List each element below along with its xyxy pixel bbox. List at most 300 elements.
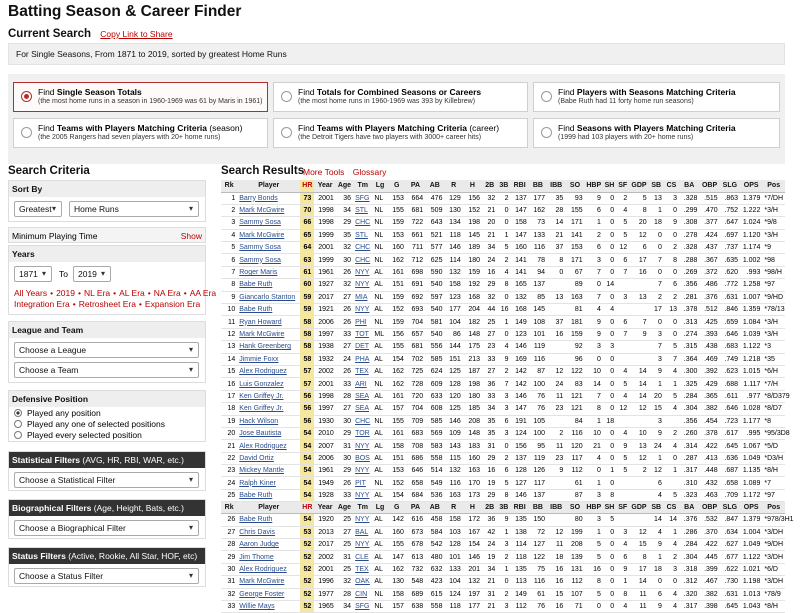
table-cell: 177 [444, 304, 462, 316]
table-cell: .274 [679, 328, 699, 340]
team-link[interactable]: NYY [353, 539, 372, 551]
table-cell: 21 [547, 229, 565, 241]
column-header[interactable]: SF [616, 180, 629, 192]
table-cell: 158 [388, 588, 406, 600]
table-cell: 146 [510, 341, 528, 353]
column-header[interactable]: SB [649, 180, 664, 192]
defensive-option[interactable] [14, 419, 165, 430]
column-header[interactable]: Tm [353, 502, 372, 514]
player-link[interactable]: Babe Ruth [237, 279, 300, 291]
column-header[interactable]: Tm [353, 180, 372, 192]
table-cell: 1.067 [740, 440, 762, 452]
era-link[interactable]: Integration Era [14, 299, 70, 309]
column-header[interactable]: Pos [762, 180, 785, 192]
finder-options [8, 74, 785, 164]
player-link[interactable]: Mickey Mantle [237, 465, 300, 477]
radio-icon[interactable] [281, 127, 292, 138]
table-cell: 6 [585, 242, 603, 254]
finder-option-2[interactable] [273, 82, 528, 112]
table-cell: 73 [529, 217, 547, 229]
player-link[interactable]: Babe Ruth [237, 514, 300, 526]
column-header[interactable]: Player [237, 180, 300, 192]
player-link[interactable]: Sammy Sosa [237, 217, 300, 229]
statistical-filter-value: Choose a Statistical Filter [19, 475, 116, 485]
radio-icon[interactable] [14, 409, 22, 417]
table-cell: AL [372, 304, 387, 316]
era-link[interactable]: 2019 [56, 288, 75, 298]
finder-option-5[interactable] [273, 118, 528, 148]
sort-order-select[interactable] [14, 201, 62, 217]
table-cell: 101 [529, 328, 547, 340]
table-cell: 1.222 [740, 204, 762, 216]
column-header[interactable]: 2B [482, 502, 497, 514]
table-cell: 158 [444, 514, 462, 526]
table-cell: 172 [463, 514, 482, 526]
table-cell: 112 [565, 576, 584, 588]
table-cell: 476 [425, 192, 444, 204]
status-filters-panel [8, 547, 206, 587]
table-cell: 161 [388, 427, 406, 439]
table-cell: 3 [649, 353, 664, 365]
table-cell: 657 [406, 328, 425, 340]
table-cell: 1961 [314, 266, 335, 278]
radio-icon[interactable] [14, 431, 22, 439]
year-from-value: 1871 [19, 269, 38, 279]
team-link[interactable]: BAL [353, 526, 372, 538]
table-cell: 613 [406, 551, 425, 563]
column-header[interactable]: PA [406, 180, 425, 192]
player-link[interactable]: Ryan Howard [237, 316, 300, 328]
radio-icon[interactable] [541, 91, 552, 102]
table-cell: .752 [720, 204, 740, 216]
min-playing-time-show-toggle[interactable]: Show [180, 231, 202, 241]
team-link[interactable]: CIN [353, 588, 372, 600]
table-row [221, 229, 785, 241]
table-cell: 154 [388, 353, 406, 365]
table-cell: 5 [616, 378, 629, 390]
team-link[interactable]: STL [353, 204, 372, 216]
column-header[interactable]: GDP [629, 180, 648, 192]
table-cell: 4 [497, 266, 510, 278]
player-link[interactable]: Jim Thome [237, 551, 300, 563]
column-header[interactable]: 3B [497, 180, 510, 192]
team-link[interactable]: CHC [353, 415, 372, 427]
team-link[interactable]: PHI [353, 316, 372, 328]
team-link[interactable]: CHC [353, 254, 372, 266]
column-header[interactable]: CS [664, 502, 679, 514]
table-cell: 0 [585, 279, 603, 291]
table-cell: 638 [406, 601, 425, 613]
column-header[interactable]: Year [314, 502, 335, 514]
chevron-down-icon: ▾ [188, 365, 193, 374]
year-to-value: 2019 [78, 269, 97, 279]
team-link[interactable]: PHA [353, 353, 372, 365]
player-link[interactable]: Giancarlo Stanton [237, 291, 300, 303]
table-cell: 0 [603, 477, 616, 489]
biographical-filters-label [9, 500, 205, 516]
column-header[interactable]: SLG [720, 502, 740, 514]
defensive-option[interactable] [14, 408, 165, 419]
table-cell: 1.049 [740, 539, 762, 551]
column-header[interactable]: Rk [221, 180, 237, 192]
table-cell: 2002 [314, 551, 335, 563]
finder-option-1[interactable] [13, 82, 268, 112]
table-cell: 7 [649, 254, 664, 266]
team-link[interactable]: SEA [353, 403, 372, 415]
table-cell: .287 [679, 452, 699, 464]
column-header[interactable]: Age [336, 180, 353, 192]
table-cell: 0 [603, 539, 616, 551]
table-row [221, 440, 785, 452]
table-cell: 5 [664, 341, 679, 353]
team-link[interactable]: OAK [353, 576, 372, 588]
table-cell: 16 [497, 304, 510, 316]
copy-link-button[interactable]: Copy Link to Share [100, 29, 173, 39]
era-link[interactable]: AA Era [189, 288, 217, 298]
player-link[interactable]: Barry Bonds [237, 192, 300, 204]
table-row [221, 316, 785, 328]
column-header[interactable]: 3B [497, 502, 510, 514]
table-cell: 1.135 [740, 465, 762, 477]
player-link[interactable]: Hank Greenberg [237, 341, 300, 353]
table-cell: 107 [565, 588, 584, 600]
era-link[interactable]: NL Era [83, 288, 111, 298]
team-link[interactable]: NYY [353, 304, 372, 316]
hr-cell: 54 [300, 489, 314, 501]
table-cell: .977 [740, 390, 762, 402]
team-link[interactable]: SFG [353, 601, 372, 613]
status-filter-select[interactable] [14, 568, 199, 584]
player-link[interactable]: David Ortiz [237, 452, 300, 464]
player-link[interactable]: Babe Ruth [237, 489, 300, 501]
table-cell: 540 [425, 328, 444, 340]
table-cell: AL [372, 452, 387, 464]
column-header[interactable]: PA [406, 502, 425, 514]
team-link[interactable]: TEX [353, 563, 372, 575]
table-cell: 1996 [314, 576, 335, 588]
team-link[interactable]: MIA [353, 291, 372, 303]
column-header[interactable]: RBI [510, 180, 528, 192]
player-link[interactable]: Ken Griffey Jr. [237, 403, 300, 415]
hr-cell: 65 [300, 229, 314, 241]
table-cell: 150 [529, 514, 547, 526]
player-link[interactable]: Alex Rodriguez [237, 563, 300, 575]
player-link[interactable]: Mark McGwire [237, 204, 300, 216]
column-header[interactable]: H [463, 502, 482, 514]
column-header[interactable]: BB [529, 180, 547, 192]
team-link[interactable]: SFG [353, 192, 372, 204]
player-link[interactable]: Mark McGwire [237, 229, 300, 241]
team-link[interactable]: NYY [353, 266, 372, 278]
table-cell: 1.122 [740, 341, 762, 353]
team-link[interactable]: NYY [353, 514, 372, 526]
column-header[interactable]: HR [300, 180, 314, 192]
table-cell: 1 [585, 477, 603, 489]
table-row [221, 217, 785, 229]
hr-cell: 73 [300, 192, 314, 204]
table-cell: 81 [565, 304, 584, 316]
team-link[interactable]: CHC [353, 217, 372, 229]
column-header[interactable]: Player [237, 502, 300, 514]
table-cell: *8/D7 [762, 403, 785, 415]
era-link[interactable]: AL Era [119, 288, 145, 298]
table-cell: 678 [406, 539, 425, 551]
team-link[interactable]: NYY [353, 465, 372, 477]
table-cell: 4 [664, 539, 679, 551]
player-link[interactable]: Sammy Sosa [237, 254, 300, 266]
team-link[interactable]: NYY [353, 489, 372, 501]
team-link[interactable]: ARI [353, 378, 372, 390]
finder-option-6[interactable] [533, 118, 780, 148]
team-link[interactable]: NYY [353, 279, 372, 291]
table-row [221, 403, 785, 415]
table-cell [629, 415, 648, 427]
column-header[interactable]: SO [565, 180, 584, 192]
table-cell: .620 [720, 266, 740, 278]
column-header[interactable]: SB [649, 502, 664, 514]
era-link[interactable]: NA Era [153, 288, 181, 298]
table-cell: 147 [388, 551, 406, 563]
team-link[interactable]: NYY [353, 440, 372, 452]
table-cell: AL [372, 563, 387, 575]
column-header[interactable]: IBB [547, 502, 565, 514]
table-cell: 14 [629, 378, 648, 390]
statistical-filters-sub: (AVG, HR, RBI, WAR, etc.) [82, 455, 184, 465]
radio-icon[interactable] [21, 91, 32, 102]
more-tools-link[interactable]: More Tools [303, 167, 345, 177]
player-link[interactable]: Mark McGwire [237, 328, 300, 340]
column-header[interactable]: BA [679, 502, 699, 514]
player-link[interactable]: Luis Gonzalez [237, 378, 300, 390]
chevron-down-icon: ▾ [41, 269, 46, 278]
table-cell [547, 477, 565, 489]
table-cell: 160 [388, 526, 406, 538]
table-cell: .429 [699, 378, 719, 390]
column-header[interactable]: IBB [547, 180, 565, 192]
table-cell: 29 [336, 465, 353, 477]
league-select[interactable] [14, 342, 199, 358]
table-cell: .448 [699, 465, 719, 477]
column-header[interactable]: 2B [482, 180, 497, 192]
column-header[interactable]: SO [565, 502, 584, 514]
hr-cell: 54 [300, 465, 314, 477]
column-header[interactable]: OPS [740, 502, 762, 514]
player-link[interactable]: Alex Rodriguez [237, 365, 300, 377]
table-cell: 4 [497, 341, 510, 353]
column-header[interactable]: SH [603, 180, 616, 192]
table-cell: 141 [510, 254, 528, 266]
player-link[interactable]: Aaron Judge [237, 539, 300, 551]
table-cell: 3 [585, 341, 603, 353]
statistical-filter-select[interactable] [14, 472, 199, 488]
table-cell: 151 [388, 452, 406, 464]
column-header[interactable]: OBP [699, 180, 719, 192]
table-cell: 162 [388, 563, 406, 575]
table-cell: 160 [388, 242, 406, 254]
table-cell: 5 [616, 217, 629, 229]
column-header[interactable]: Year [314, 180, 335, 192]
column-header[interactable]: BB [529, 502, 547, 514]
radio-icon[interactable] [14, 420, 22, 428]
finder-option-4[interactable] [13, 118, 268, 148]
player-link[interactable]: Jose Bautista [237, 427, 300, 439]
table-cell: 608 [425, 403, 444, 415]
table-cell: 42 [482, 526, 497, 538]
table-cell: .300 [679, 365, 699, 377]
column-header[interactable]: HBP [585, 180, 603, 192]
table-cell: 549 [425, 477, 444, 489]
column-header[interactable]: R [444, 180, 462, 192]
table-cell: 33 [336, 328, 353, 340]
column-header[interactable]: SH [603, 502, 616, 514]
glossary-link[interactable]: Glossary [352, 167, 387, 177]
table-cell: 6 [616, 316, 629, 328]
table-cell: 1.120 [740, 229, 762, 241]
table-cell: 0 [603, 192, 616, 204]
team-link[interactable]: TEX [353, 365, 372, 377]
column-header[interactable]: HR [300, 502, 314, 514]
table-cell: 123 [444, 291, 462, 303]
player-link[interactable]: Babe Ruth [237, 304, 300, 316]
column-header[interactable]: CS [664, 180, 679, 192]
table-cell: .382 [699, 403, 719, 415]
table-cell: 160 [463, 452, 482, 464]
column-header[interactable]: Pos [762, 502, 785, 514]
table-cell: 1.021 [740, 563, 762, 575]
column-header[interactable]: Lg [372, 180, 387, 192]
table-cell: 8 [585, 576, 603, 588]
team-link[interactable]: TOT [353, 328, 372, 340]
table-cell: 13 [664, 304, 679, 316]
column-header[interactable]: SLG [720, 180, 740, 192]
team-link[interactable]: PIT [353, 477, 372, 489]
table-cell: 198 [463, 217, 482, 229]
table-cell: 0 [664, 204, 679, 216]
team-link[interactable]: CHC [353, 242, 372, 254]
team-link[interactable]: CLE [353, 551, 372, 563]
column-header[interactable]: OBP [699, 502, 719, 514]
radio-icon[interactable] [21, 127, 32, 138]
team-link[interactable]: SEA [353, 390, 372, 402]
league-value: Choose a League [19, 345, 87, 355]
table-cell: 14 [547, 217, 565, 229]
column-header[interactable]: SF [616, 502, 629, 514]
table-cell: 480 [425, 551, 444, 563]
table-cell: 514 [425, 465, 444, 477]
table-cell: .846 [720, 304, 740, 316]
column-header[interactable]: OPS [740, 180, 762, 192]
player-link[interactable]: Mark McGwire [237, 576, 300, 588]
column-header[interactable]: G [388, 180, 406, 192]
table-cell: 681 [406, 341, 425, 353]
biographical-filter-select[interactable] [14, 520, 199, 536]
sort-field-select[interactable] [69, 201, 199, 217]
table-cell: .313 [679, 316, 699, 328]
radio-icon[interactable] [541, 127, 552, 138]
team-link[interactable]: STL [353, 229, 372, 241]
era-link[interactable]: All Years [14, 288, 48, 298]
column-header[interactable]: AB [425, 180, 444, 192]
table-cell: .658 [720, 477, 740, 489]
era-link[interactable]: Retrosheet Era [78, 299, 136, 309]
table-cell: .512 [699, 304, 719, 316]
table-cell: 540 [425, 304, 444, 316]
column-header[interactable]: BA [679, 180, 699, 192]
hr-cell: 52 [300, 551, 314, 563]
table-cell: .310 [679, 477, 699, 489]
defensive-option[interactable] [14, 430, 165, 441]
column-header[interactable]: Lg [372, 502, 387, 514]
table-cell: 624 [425, 365, 444, 377]
year-from-select[interactable] [14, 266, 52, 282]
table-row [221, 465, 785, 477]
table-cell: .749 [720, 353, 740, 365]
column-header[interactable]: G [388, 502, 406, 514]
table-cell: .515 [699, 192, 719, 204]
sort-order-value: Greatest [19, 204, 52, 214]
team-link[interactable]: TOR [353, 427, 372, 439]
player-link[interactable]: Willie Mays [237, 601, 300, 613]
table-cell: *6/D [762, 563, 785, 575]
table-cell: 128 [444, 378, 462, 390]
player-link[interactable]: Jimmie Foxx [237, 353, 300, 365]
table-cell: 0 [649, 576, 664, 588]
player-link[interactable]: Chris Davis [237, 526, 300, 538]
table-cell: 117 [565, 452, 584, 464]
table-cell: 156 [388, 328, 406, 340]
player-link[interactable]: Ralph Kiner [237, 477, 300, 489]
table-cell: .356 [679, 415, 699, 427]
table-cell: .635 [720, 254, 740, 266]
player-link[interactable]: Alex Rodriguez [237, 440, 300, 452]
column-header[interactable]: AB [425, 502, 444, 514]
year-to-select[interactable] [73, 266, 111, 282]
column-header[interactable]: RBI [510, 502, 528, 514]
table-cell: 133 [529, 229, 547, 241]
column-header[interactable]: H [463, 180, 482, 192]
table-cell: 616 [406, 514, 425, 526]
column-header[interactable]: GDP [629, 502, 648, 514]
finder-option-3[interactable] [533, 82, 780, 112]
table-cell: 152 [463, 204, 482, 216]
player-link[interactable]: Sammy Sosa [237, 242, 300, 254]
finder-option-example: (the most home runs in a season in 1960-1969 was 61 by Maris in 1961) [38, 98, 263, 105]
table-cell: 2 [664, 551, 679, 563]
statistical-filters-panel [8, 451, 206, 491]
era-link[interactable]: Expansion Era [144, 299, 201, 309]
table-cell: 180 [463, 254, 482, 266]
player-link[interactable]: Roger Maris [237, 266, 300, 278]
column-header[interactable]: Age [336, 502, 353, 514]
table-cell: 141 [510, 266, 528, 278]
radio-icon[interactable] [281, 91, 292, 102]
player-link[interactable]: Hack Wilson [237, 415, 300, 427]
table-cell: 1.218 [740, 353, 762, 365]
column-header[interactable]: HBP [585, 502, 603, 514]
column-header[interactable]: R [444, 502, 462, 514]
column-header[interactable]: Rk [221, 502, 237, 514]
team-link[interactable]: DET [353, 341, 372, 353]
table-cell: 625 [425, 254, 444, 266]
hr-cell: 53 [300, 526, 314, 538]
team-select[interactable] [14, 362, 199, 378]
player-link[interactable]: George Foster [237, 588, 300, 600]
table-cell: 2 [616, 192, 629, 204]
table-cell: 144 [444, 341, 462, 353]
team-link[interactable]: BOS [353, 452, 372, 464]
table-cell [547, 279, 565, 291]
player-link[interactable]: Ken Griffey Jr. [237, 390, 300, 402]
